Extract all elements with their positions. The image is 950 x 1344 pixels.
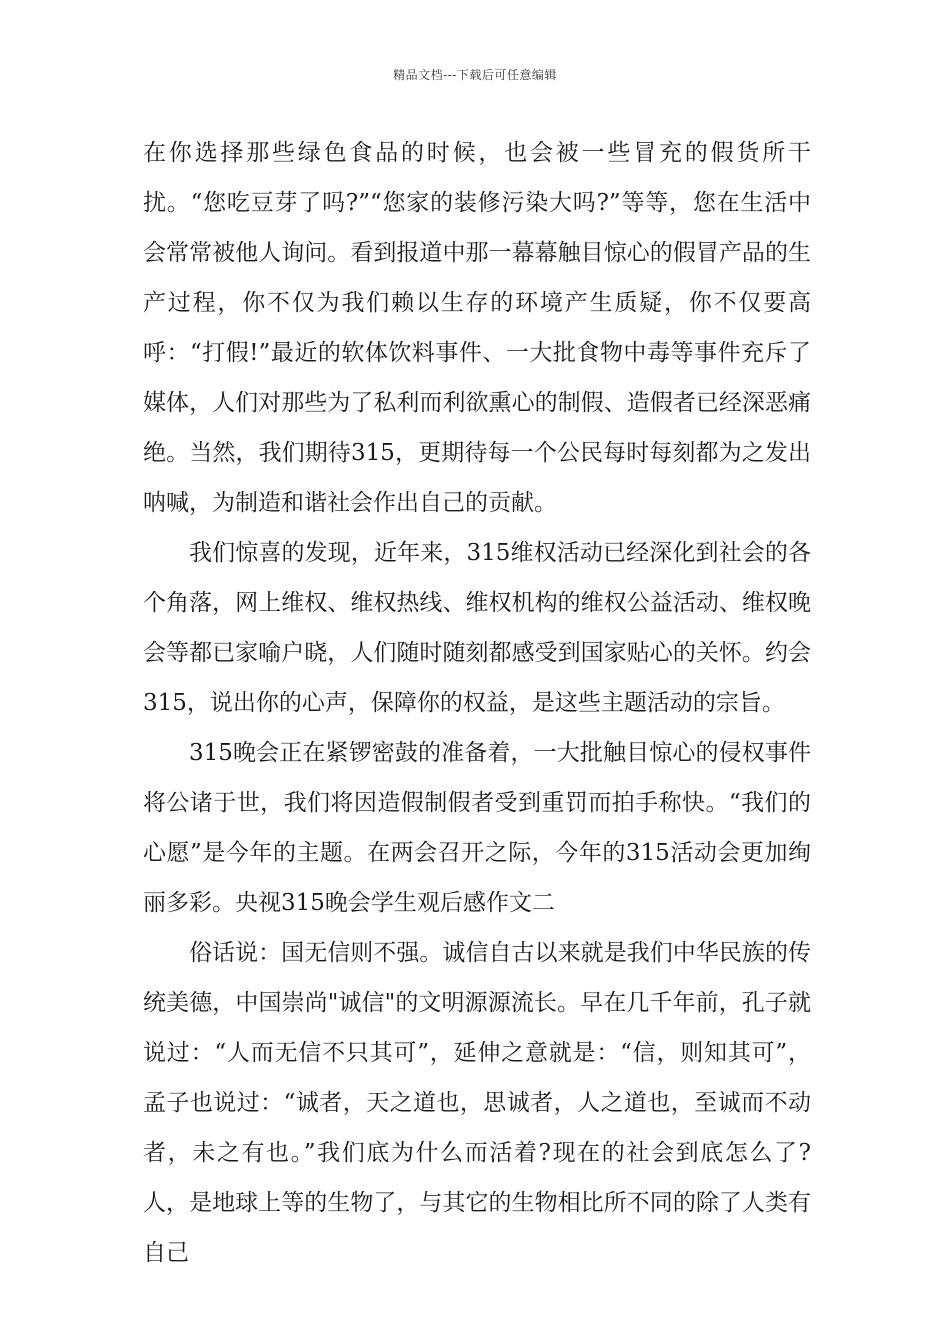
- paragraph-2: 我们惊喜的发现，近年来，315维权活动已经深化到社会的各个角落，网上维权、维权热线、维权机构的维权公益活动、维权晚会等都已家喻户晓，人们随时随刻都感受到国家贴心的关怀。约会315，说出你的心声，保障你的权益，是这些主题活动的宗旨。: [143, 540, 811, 716]
- paragraph-1: 在你选择那些绿色食品的时候，也会被一些冒充的假货所干扰。“您吃豆芽了吗?”“您家的装修污染大吗?”等等，您在生活中会常常被他人询问。看到报道中那一幕幕触目惊心的假冒产品的生产过程，你不仅为我们赖以生存的环境产生质疑，你不仅要高呼：“打假!”最近的软体饮料事件、一大批食物中毒等事件充斥了媒体，人们对那些为了私利而利欲熏心的制假、造假者已经深恶痛绝。当然，我们期待315，更期待每一个公民每时每刻都为之发出呐喊，为制造和谐社会作出自己的贡献。: [143, 140, 811, 516]
- page-header: 精品文档---下载后可任意编辑: [393, 68, 557, 82]
- paragraph-3: 315晚会正在紧锣密鼓的准备着，一大批触目惊心的侵权事件将公诸于世，我们将因造假制假者受到重罚而拍手称快。“我们的心愿”是今年的主题。在两会召开之际，今年的315活动会更加绚丽多彩。央视315晚会学生观后感作文二: [143, 740, 811, 916]
- paragraph-4: 俗话说：国无信则不强。诚信自古以来就是我们中华民族的传统美德，中国崇尚"诚信"的文明源源流长。早在几千年前，孔子就说过：“人而无信不只其可”，延伸之意就是：“信，则知其可”，孟子也说过：“诚者，天之道也，思诚者，人之道也，至诚而不动者，未之有也。”我们底为什么而活着?现在的社会到底怎么了?人，是地球上等的生物了，与其它的生物相比所不同的除了人类有自己: [143, 940, 811, 1266]
- document-body: [143, 128, 811, 1278]
